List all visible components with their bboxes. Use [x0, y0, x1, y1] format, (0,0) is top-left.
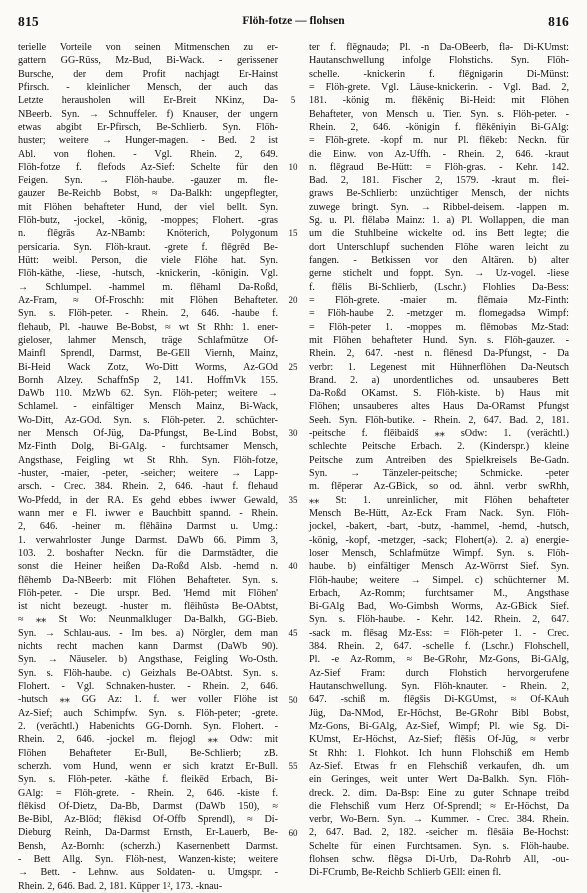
text-line: = Flöh-grete. -kopf m. nur Pl. flēkeb: Neckn. für	[309, 135, 569, 147]
text-line: die Einw. von Az-Uffh. - Rhein. 2, 646. -kraut	[309, 148, 569, 160]
text-line: fangen. - Betkissen vor den Altären. b) alter	[309, 255, 569, 266]
text-line: Flöh-peter. - Die urspr. Bed. 'Hemd mit Flöhen'	[18, 587, 278, 599]
text-line: Az-Sief Fram: durch Flohstich hervorgerufene	[309, 667, 569, 679]
line-number: 45	[288, 628, 298, 639]
text-line: Abl. von flohen. - Vgl. Rhein. 2, 649.	[18, 148, 278, 160]
text-line: → Bett. - Lehnw. aus Soldaten- u. Umgspr. -	[18, 867, 278, 879]
text-line: m. flēperər Az-GBick, so od. ähnl. verbr swRhh,	[309, 481, 569, 493]
text-line: Flöh-käthe, -liese, -hutsch, -knickerin, -königin. Vgl.	[18, 268, 278, 280]
text-line: = Flöh-haube 2. -metzger m. flomegədsə Wimpf:	[309, 308, 569, 320]
text-line: Az-Fram, ≈ Of-Froschh: mit Flöhen Behafteter.	[18, 294, 278, 306]
text-line: NBeerb. Syn. → Schnuffeler. f) Knauser, der ungern	[18, 108, 278, 120]
text-line: flēhemb Da-NBeerb: mit Flöhen Behafteter. Syn. s.	[18, 574, 278, 586]
page-number-right: 816	[548, 14, 569, 29]
text-line: Peitsche zum Antreiben des Spielkreisels Be-Gadn.	[309, 454, 569, 466]
text-line: Syn. → Schlau-aus. - Im bes. a) Nörgler, dem man	[18, 627, 278, 639]
text-line: verbr: 1. Legenest mit Hühnerflöhen Da-Neutsch	[309, 361, 569, 373]
text-line: schelle. -knickerin f. flēgnigərin Di-Münst:	[309, 68, 569, 80]
text-line: Mz-Gons, Bi-GAlg, Az-Sief, Wimpf; Pl. wie Sg. Di-	[309, 720, 569, 732]
text-line: ≈ ⁎⁎ St Wo: Neunmalkluger Da-Balkh, GG-Bieb.	[18, 614, 278, 626]
text-line: mit Flöhen behafteter Hund, der viel bellt. Syn.	[18, 201, 278, 213]
text-line: flēkisd Of-Dietz, Da-Bb, Darmst (DaWb 150), ≈	[18, 800, 278, 812]
text-line: → Schlumpel. -hammel m. flēhaml Da-Roßd,	[18, 281, 278, 293]
text-line: Wo-Pfedd, in der RA. Es gehd ebbes iwwer Gewald,	[18, 494, 278, 506]
text-line: - Bett Allg. Syn. Flöh-nest, Wanzen-kiste; weitere	[18, 854, 278, 866]
text-line: Schelte für einen Furchtsamen. Syn. s. Flöh-haube.	[309, 840, 569, 852]
right-column	[309, 41, 569, 879]
text-line: ein Geringes, weit unter Wert Da-Balkh. Syn. Flöh-	[309, 774, 569, 786]
text-line: Pl. -e Az-Romm, ≈ Be-GRohr, Mz-Gons, Bi-GAlg,	[309, 654, 569, 666]
line-number: 25	[288, 361, 298, 372]
text-line: Letzte herausholen will Er-Breit NKinz, Da-	[18, 95, 278, 107]
text-line: Syn. s. Flöh-haube. c) Geizhals Be-OAbtst. Syn. s.	[18, 667, 278, 679]
text-line: Dieburg Reinh, Da-Darmst Ernsth, Er-Lauerb, Be-	[18, 827, 278, 839]
text-line: Seeh. Syn. Flöh-butike. - Rhein. 2, 647. Bad. 2, 181.	[309, 414, 569, 426]
text-line: dreck. 2. dim. Da-Bsp: Eine zu guter Schnape treibd	[309, 787, 569, 799]
text-line: Wo-Ditt, Az-GOd. Syn. s. Flöh-peter. 2. schüchter-	[18, 414, 278, 426]
text-line: -peitsche f. flēibaidš ⁎⁎ sOdw: 1. (verächtl.)	[309, 428, 569, 440]
text-line: GAlg: = Flöh-grete. - Rhein. 2, 646. -kiste f.	[18, 787, 278, 799]
text-line: = Flöh-grete. -maier m. flēmaiə Mz-Finth:	[309, 294, 569, 306]
text-line: 181. -könig m. flēkēniç Bi-Heid: mit Flöhen	[309, 95, 569, 107]
text-line: zuwege bringt. Syn. → Ribbel-deisem. -lappen m.	[309, 201, 569, 213]
text-line: Rhein. 2, 646. -königin f. flēkēniγin Bi-GAlg:	[309, 121, 569, 133]
text-line: n. flēgraud Be-Hütt: = Flöh-gras. - Kehr. 142.	[309, 161, 569, 173]
text-line: Schlamel. - einfältiger Mensch Mainz, Bi-Wack,	[18, 401, 278, 413]
text-line: terielle Vorteile von seinen Mitmenschen zu er-	[18, 42, 278, 53]
line-number: 35	[288, 494, 298, 505]
text-line: Flohert. - Vgl. Schnaken-huster. - Rhein. 2, 646.	[18, 681, 278, 692]
text-line: gauzer Be-Reichb Bobst, ≈ Da-Balkh: ungepflegter,	[18, 188, 278, 200]
text-line: Az-Sief. Etwas fr en Flehschiß verkaufen, dh. um	[309, 760, 569, 772]
text-line: Syn. s. Flöh-peter. - Rhein. 2, 646. -haube f.	[18, 308, 278, 320]
line-number: 55	[288, 761, 298, 772]
text-line: wann mer e Fl. iwwer e Bauchbitt spannd. - Rhein.	[18, 507, 278, 519]
line-number: 30	[288, 428, 298, 439]
running-head: Flöh-fotze — flohsen	[242, 15, 345, 27]
text-line: Syn. s. Flöh-peter. -käthe f. fleikēd Erbach, Bi-	[18, 774, 278, 786]
text-line: etwas abgibt Er-Pfirsch, Be-Schlierb. Syn. Flöh-	[18, 121, 278, 133]
text-line: verbr, Wo-Bern. Syn. → Kummer. - Crec. 384. Rhein.	[309, 814, 569, 826]
text-line: f. flēlis Bi-Schlierb, (Lschr.) Flohlies Da-Bess:	[309, 281, 569, 293]
text-line: Di-FCrumb, Be-Reichb Schlierb GEll: einen fl.	[309, 867, 502, 879]
line-number-gutter	[282, 41, 304, 873]
text-line: = Flöh-peter 1. -moppes m. flēmobəs Mz-Stad:	[309, 321, 569, 333]
text-line: St Rhh: 1. Flohkot. Ich hunn Flohschiß em Hemb	[309, 747, 569, 759]
line-number: 15	[288, 228, 298, 239]
text-line: flehaub, Pl. -hauwe Be-Bobst, ≈ wt St Rhh: 1. ener-	[18, 321, 278, 333]
text-line: dort Unterschlupf suchenden Flöhe waren leicht zu	[309, 241, 569, 253]
text-line: 2, 646. -heiner m. flēhāinə Darmst u. Umg.:	[18, 521, 278, 533]
text-line: gerne stichelt und foppt. Syn. → Uz-vogel. -liese	[309, 268, 569, 280]
text-line: Bornh Alzey. SchaffnSp 2, 141. HoffmVk 155.	[18, 374, 278, 386]
text-line: huster; weitere → Hunger-magen. - Bed. 2 ist	[18, 135, 278, 147]
text-line: graws Be-Schlierb: unzüchtiger Mensch, der nichts	[309, 188, 569, 200]
line-number: 40	[288, 561, 298, 572]
text-line: Bursche, der dem Profit nachjagt Er-Hainst	[18, 68, 278, 80]
text-line: haube. b) einfältiger Mensch Az-Wörrst Sief. Syn.	[309, 561, 569, 573]
text-line: Hütt: weibl. Person, die viele Flöhe hat. Syn.	[18, 255, 278, 266]
text-line: 2. (verächtl.) Habenichts GG-Dornh. Syn. Flohert. -	[18, 720, 278, 732]
text-line: Angsthase, Feigling wt St Rhh. Syn. Flöh-fotze,	[18, 454, 278, 466]
text-line: Jüg, Da-NMod, Er-Höchst, Be-GRohr Bibl Bobst,	[309, 707, 569, 719]
text-line: Syn. s. Flöh-haube. - Kehr. 142. Rhein. 2, 647.	[309, 614, 569, 626]
line-number: 20	[288, 295, 298, 306]
text-line: gieloser, lahmer Mensch, träge Schlafmütze Of-	[18, 334, 278, 346]
text-line: 1. verwahrloster Junge Darmst. DaWb 66. Pimm 3,	[18, 534, 278, 546]
text-line: Rhein. 2, 646. -jockel m. flejogl ⁎⁎ Odw: mit	[18, 734, 278, 746]
text-line: Feigen. Syn. → Flöh-haube. -gauzer m. fle-	[18, 175, 278, 187]
text-line: DaWb 110. MzWb 62. Syn. Flöh-peter; weitere →	[18, 388, 278, 400]
text-line: persicaria. Syn. Flöh-kraut. -grete f. flēgrēd Be-	[18, 241, 278, 253]
text-line: ter f. flēgnaudə; Pl. -n Da-OBeerb, flə- Di-KUmst:	[309, 42, 569, 53]
text-line: ⁎⁎ St: 1. unreinlicher, mit Flöhen behafteter	[309, 494, 569, 506]
text-line: arsch. - Crec. 384. Rhein. 2, 646. -haut f. flehaud	[18, 481, 278, 493]
line-number: 60	[288, 827, 298, 838]
page-header	[18, 14, 569, 32]
text-line: Syn. → Näuseler. b) Angsthase, Feigling Wo-Osth.	[18, 654, 278, 666]
text-line: Bensh, Az-Bornh: (scherzh.) Kasernenbett Darmst.	[18, 840, 278, 852]
text-line: 384. Rhein. 2, 647. -schelle f. (Lschr.) Flohschell,	[309, 641, 569, 653]
line-number: 5	[290, 95, 296, 106]
text-line: Flöhen; unsauberes altes Haus Da-ORamst Pfungst	[309, 401, 569, 413]
line-number: 10	[288, 161, 298, 172]
text-line: Sg. u. Pl. flēlabə Mainz: 1. a) Pl. Wollappen, die man	[309, 215, 569, 227]
text-line: gattern GG-Rüss, Mz-Bud, Bi-Wack. - gerissener	[18, 55, 278, 67]
text-line: loser Mensch, Schlafmütze Wimpf. Syn. s. Flöh-	[309, 547, 569, 559]
text-line: Flöh-haube; weitere → Simpel. c) schüchterner M.	[309, 574, 569, 586]
text-line: 103. 2. boshafter Neckn. für die Darmstädter, die	[18, 547, 278, 559]
text-line: 647. -schiß m. flēgšis Di-KGUmst, ≈ Of-KAuh	[309, 694, 569, 706]
text-line: um die Stuhlbeine wickelte od. ins Bett legte; die	[309, 228, 569, 240]
text-line: Rhein. 2, 647. -nest n. flēnesd Da-Pfungst, - Da	[309, 348, 569, 360]
text-line: Flöhen Behafteter Er-Bull, Be-Schlierb; zB.	[18, 747, 278, 759]
text-line: schlechte Peitsche Erbach. 2. (Kinderspr.) kleine	[309, 441, 569, 453]
text-line: ner Mensch Of-Jüg, Da-Pfungst, Be-Lind Bobst,	[18, 428, 278, 440]
text-line: die Flehschiß vum Herz Of-Sprendl; ≈ Er-Höchst, Da	[309, 800, 569, 812]
line-number: 50	[288, 694, 298, 705]
text-line: Flöh-fotze f. flefods Az-Sief: Schelte für den	[18, 161, 278, 173]
text-line: Bi-Heid Wack Zotz, Wo-Ditt Worms, Az-GOd	[18, 361, 278, 373]
text-line: Brand. 2. a) unordentliches od. unsauberes Bett	[309, 374, 569, 386]
text-line: Pfirsch. - kleinlicher Mensch, der auch das	[18, 81, 278, 93]
text-line: Be-Bibl, Az-Blöd; flēkisd Of-Offb Sprendl), ≈ Di-	[18, 814, 278, 826]
text-line: Bad. 2, 181. Fischer 2, 1579. -kraut m. flei-	[309, 175, 569, 187]
text-line: -sack m. flēsag Mz-Ess: = Flöh-peter 1. - Crec.	[309, 627, 569, 639]
text-line: Mensch Be-Hütt, Az-Eck Fram Nack. Syn. Flöh-	[309, 507, 569, 519]
text-line: Behafteter, von Mensch u. Tier. Syn. s. Flöh-peter. -	[309, 108, 569, 120]
text-line: Mz-Finth Dolg, Bi-GAlg. - furchtsamer Mensch,	[18, 441, 278, 453]
text-line: mit Flöhen behafteter Hund. Syn. s. Flöh-gauzer. -	[309, 334, 569, 346]
text-line: scherzh. vom Hund, wenn er sich kratzt Er-Bull.	[18, 760, 278, 772]
text-line: flohsen schw. flēgsə Di-Urb, Da-Rohrb All, -ou-	[309, 854, 569, 866]
text-line: Flöh-butz, -jockel, -könig, -moppes; Flohert. -gras	[18, 215, 278, 227]
text-line: -hutsch ⁎⁎ GG Az: 1. f. wer voller Flöhe ist	[18, 694, 278, 706]
text-line: KUmst, Er-Höchst, Az-Sief; flēšis Of-Jüg, ≈ verbr	[309, 734, 569, 746]
text-line: Hautanschwellung. Syn. Flöh-knauter. - Rhein. 2,	[309, 681, 569, 692]
text-line: Syn. → Tänzeler-peitsche; Schmicke. -peter	[309, 468, 569, 479]
left-column	[18, 41, 278, 892]
text-line: -huster, -maier, -peter, -seicher; weitere → Lapp-	[18, 468, 278, 479]
text-line: jockel, -bakert, -bart, -butz, -hammel, -hemd, -hutsch,	[309, 521, 569, 533]
text-line: 2, 647. Bad. 2, 182. -seicher m. flēsāiə Be-Hochst:	[309, 827, 569, 839]
text-line: Bi-GAlg Bad, Wo-Gimbsh Worms, Az-GBick Sief.	[309, 601, 569, 613]
text-line: nichts recht machen kann Darmst (DaWb 90).	[18, 641, 278, 653]
text-line: Da-Roßd OKamst. S. Flöh-kiste. b) Haus mit	[309, 388, 569, 400]
text-line: sonst die Heiner heißen Da-Roßd Alsb. -hemd n.	[18, 561, 278, 573]
text-line: Mainfl Sprendl, Darmst, Be-GEll Viernh, Mainz,	[18, 348, 278, 360]
text-line: Erbach, Az-Romm; furchtsamer M., Angsthase	[309, 587, 569, 599]
text-line: n. flēgrās Az-NBamb: Knöterich, Polygonum	[18, 228, 278, 240]
page-number-left: 815	[18, 14, 39, 29]
text-line: = Flöh-grete. Vgl. Läuse-knickerin. - Vgl. Bad. 2,	[309, 81, 569, 93]
text-line: -könig, -kopf, -metzger, -sack; Flohert(ə). 2. a) energie-	[309, 534, 569, 546]
text-line: Az-Sief; auch Schimpfw. Syn. s. Flöh-peter; -grete.	[18, 707, 278, 719]
text-line: ist nicht bezeugt. -huster m. flēihūstə Be-OAbtst,	[18, 601, 278, 613]
text-line: Hautanschwellung infolge Flohstichs. Syn. Flöh-	[309, 55, 569, 67]
text-line: Rhein. 2, 646. Bad. 2, 181. Küpper 1², 173. -knau-	[18, 880, 223, 892]
